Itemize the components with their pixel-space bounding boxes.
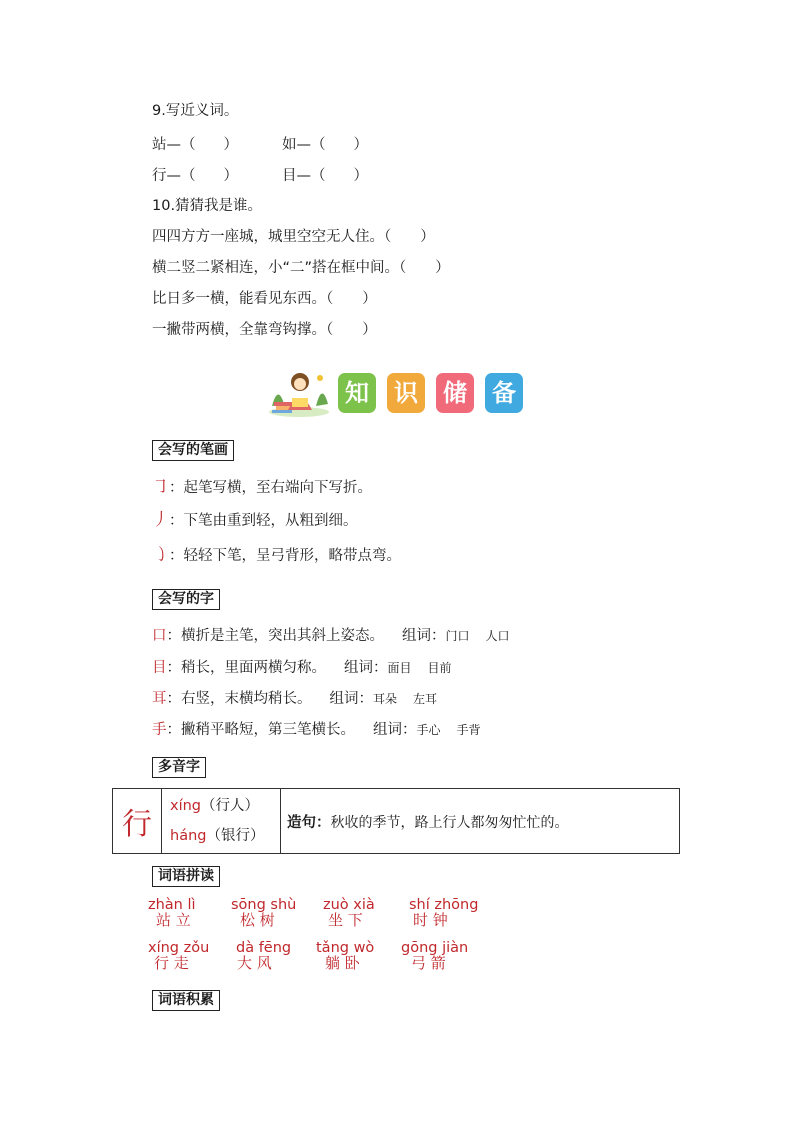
pinyin-1-3: zuò xià xyxy=(323,897,375,913)
polyphone-heading: 多音字 xyxy=(152,757,206,778)
hanzi-2-1: 行 走 xyxy=(154,954,189,972)
banner-char-bei: 备 xyxy=(485,373,523,413)
section10-title: 10.猜猜我是谁。 xyxy=(152,198,263,214)
polyphone-sentence-cell: 造句：秋收的季节，路上行人都匆匆忙忙的。 xyxy=(281,789,680,854)
accumulate-heading: 词语积累 xyxy=(152,990,220,1011)
pinyin-1-4: shí zhōng xyxy=(409,897,479,913)
hanzi-2-4: 弓 箭 xyxy=(411,954,446,972)
pinyin-2-3: tǎng wò xyxy=(316,940,375,956)
synonym-row-2a: 行—（ ） xyxy=(152,168,238,184)
polyphone-char-cell xyxy=(113,789,162,854)
stroke-item-1: ㇆：起笔写横，至右端向下写折。 xyxy=(152,477,372,497)
riddle-3: 比日多一横，能看见东西。（ ） xyxy=(152,291,377,307)
riddle-2: 横二竖二紧相连，小“二”搭在框中间。（ ） xyxy=(152,260,450,276)
pinyin-2-1: xíng zǒu xyxy=(148,940,210,956)
stroke-glyph: ㇆ xyxy=(152,477,169,497)
hanzi-1-1: 站 立 xyxy=(156,911,191,929)
synonym-row-2b: 目—（ ） xyxy=(282,168,368,184)
banner-char-chu: 储 xyxy=(436,373,474,413)
pinyin-heading: 词语拼读 xyxy=(152,866,220,887)
hanzi-2-2: 大 风 xyxy=(237,954,272,972)
reading-2: háng（银行） xyxy=(170,828,265,844)
hanzi-2-3: 躺 卧 xyxy=(325,954,360,972)
banner-char-shi: 识 xyxy=(387,373,425,413)
char-item-4: 手：撇稍平略短，第三笔横长。 组词：手心 手背 xyxy=(152,722,481,738)
hanzi-1-4: 时 钟 xyxy=(413,911,448,929)
hanzi-1-3: 坐 下 xyxy=(328,911,363,929)
reading-girl-illustration xyxy=(266,366,332,418)
stroke-glyph: 丿 xyxy=(152,510,169,530)
char-item-2: 目：稍长，里面两横匀称。 组词：面目 目前 xyxy=(152,660,452,676)
pinyin-1-2: sōng shù xyxy=(231,897,297,913)
section9-title: 9.写近义词。 xyxy=(152,103,239,119)
banner-char-zhi: 知 xyxy=(338,373,376,413)
reading-1: xíng（行人） xyxy=(170,798,260,814)
pinyin-1-1: zhàn lì xyxy=(148,897,196,913)
char-item-3: 耳：右竖，末横均稍长。 组词：耳朵 左耳 xyxy=(152,691,438,707)
polyphone-readings xyxy=(162,789,281,854)
stroke-glyph: ㇁ xyxy=(152,545,169,565)
pinyin-2-4: gōng jiàn xyxy=(401,940,469,956)
hanzi-1-2: 松 树 xyxy=(240,911,275,929)
riddle-4: 一撇带两横，全靠弯钩撑。（ ） xyxy=(152,322,377,338)
synonym-row-1b: 如—（ ） xyxy=(282,137,368,153)
synonym-row-1a: 站—（ ） xyxy=(152,137,238,153)
riddle-1: 四四方方一座城，城里空空无人住。（ ） xyxy=(152,229,435,245)
polyphone-char: 行 xyxy=(122,807,152,842)
pinyin-2-2: dà fēng xyxy=(236,940,292,956)
polyphone-table xyxy=(112,788,680,854)
char-item-1: 口：横折是主笔，突出其斜上姿态。 组词：门口 人口 xyxy=(152,628,510,644)
strokes-heading: 会写的笔画 xyxy=(152,440,234,461)
chars-heading: 会写的字 xyxy=(152,589,220,610)
stroke-item-2: 丿：下笔由重到轻，从粗到细。 xyxy=(152,510,358,530)
stroke-item-3: ㇁：轻轻下笔，呈弓背形，略带点弯。 xyxy=(152,545,401,565)
